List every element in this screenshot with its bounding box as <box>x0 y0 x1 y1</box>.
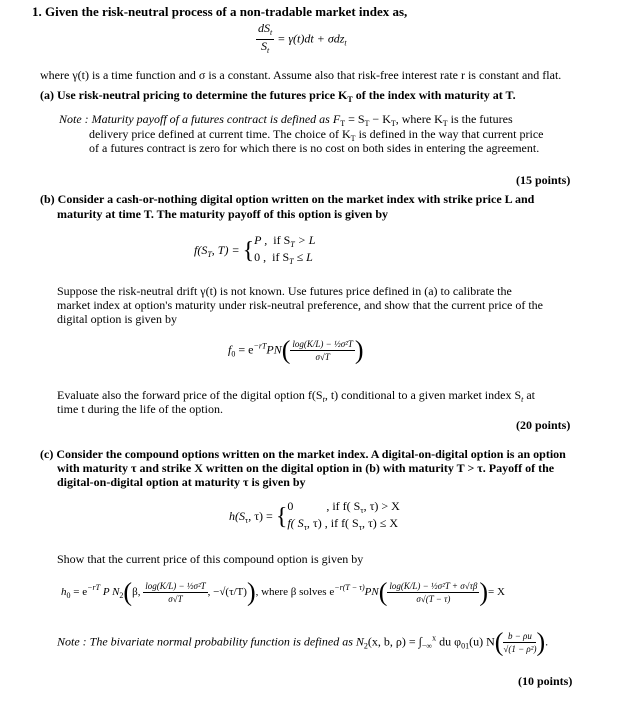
part-c-points: (10 points) <box>518 674 573 688</box>
part-c-question-line3: digital-on-digital option at maturity τ is given by <box>57 475 306 489</box>
part-a-note-line2: delivery price defined at current time. The choice of $K_T$ is defined in the way that current price <box>89 127 544 143</box>
part-b-points: (20 points) <box>516 418 571 432</box>
part-a-note-line3: of a futures contract is zero for which there is no cost on both sides in entering the agreement. <box>89 141 540 155</box>
part-c-price-formula: $h_0 = e^{-rT}$ P $N_2(\beta$, $\frac{\text{log(K/L) − ½σ²T}}{\sigma√T}$ , −√(τ/T)), where β solves $e^{-r(T - \tau)}PN$( $\frac{\text{log(K/L) − ½σ²T + σ√τβ}}{\sigma√(T - \tau)}$ )= X <box>61 577 505 607</box>
part-a-note-line1: Note : Maturity payoff of a futures contract is defined as $F_T = S_T - K_T$, where $K_T$ is the futures <box>59 112 513 128</box>
part-b-price-formula: $f_0 = e^{-rT}PN$( $\frac{\text{log(K/L) − ½σ²T}}{\sigma√T}$ ) <box>228 335 364 365</box>
part-c-note: Note : The bivariate normal probability function is defined as $N_2(x$, b, $\rho) = \int_{-\infty}^x$ du $\varphi_{01}(u)$ N( $\frac{b - \rho u}{\text{√(1 − ρ²)}}$ ). <box>57 627 549 657</box>
where-line: where γ(t) is a time function and σ is a constant. Assume also that risk-free interest rate r is constant and flat. <box>40 68 562 82</box>
part-b-question-line1: (b) Consider a cash-or-nothing digital option written on the market index with strike price L and <box>40 192 535 206</box>
part-b-payoff: $f(S_T$, T) = { P , if $S_T > L$ 0 , if $S_T \le L$ <box>194 233 316 266</box>
part-a-points: (15 points) <box>516 173 571 187</box>
sub-T: T <box>340 119 346 128</box>
part-a-question: (a) Use risk-neutral pricing to determine the futures price $K_T$ of the index with maturity at T. <box>40 88 516 104</box>
part-c-payoff: $h(S_\tau$, τ) = { 0 , if f( $S_\tau$, τ) > X f( $S_\tau$, τ) , if f( $S_\tau$, τ) ≤ X <box>229 499 400 532</box>
part-c-show-line: Show that the current price of this compound option is given by <box>57 552 364 566</box>
part-b-text2: market index at option's maturity under risk-neutral preference, and show that the current price of the <box>57 298 543 312</box>
sde-equation: $\frac{dS_t}{S_t}$ = γ(t)dt + σdz$_t$ <box>258 21 347 55</box>
part-b-text1: Suppose the risk-neutral drift γ(t) is not known. Use futures price defined in (a) to calibrate the <box>57 284 512 298</box>
part-b-evaluate-line2: time t during the life of the option. <box>57 402 223 416</box>
part-c-question-line2: with maturity τ and strike X written on the digital option in (b) with maturity T > τ. Payoff of the <box>57 461 555 475</box>
part-b-question-line2: maturity at time T. The maturity payoff of this option is given by <box>57 207 389 221</box>
part-c-question-line1: (c) Consider the compound options written on the market index. A digital-on-digital option is an option <box>40 447 566 461</box>
problem-heading: 1. Given the risk-neutral process of a non-tradable market index as, <box>32 4 408 19</box>
part-b-evaluate-line1: Evaluate also the forward price of the digital option $f(S_t$, t) conditional to a given market index $S_t$ at <box>57 388 536 404</box>
part-b-text3: digital option is given by <box>57 312 177 326</box>
